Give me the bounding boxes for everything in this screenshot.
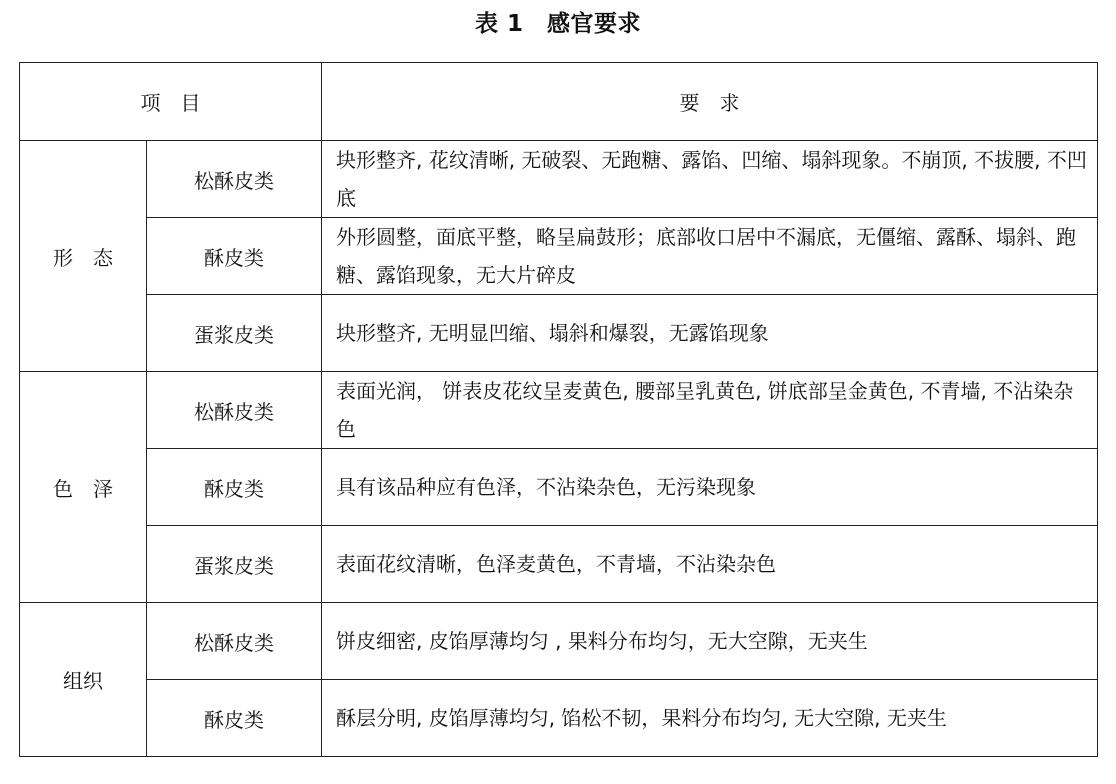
row-type: 酥皮类: [147, 218, 322, 295]
table-row: [20, 218, 1098, 295]
row-type: 蛋浆皮类: [147, 526, 322, 603]
row-requirement: 表面光润， 饼表皮花纹呈麦黄色, 腰部呈乳黄色, 饼底部呈金黄色, 不青墙, 不沾染杂色: [322, 372, 1098, 449]
row-requirement: 酥层分明, 皮馅厚薄均匀, 馅松不韧，果料分布均匀, 无大空隙, 无夹生: [322, 680, 1098, 757]
table-row: [20, 141, 1098, 218]
table-row: [20, 295, 1098, 372]
row-requirement: 块形整齐, 无明显凹缩、塌斜和爆裂，无露馅现象: [322, 295, 1098, 372]
table-row: [20, 372, 1098, 449]
table-row: [20, 526, 1098, 603]
table-header-row: [20, 63, 1098, 141]
group-label-texture: 组织: [20, 603, 147, 757]
row-requirement: 饼皮细密, 皮馅厚薄均匀 , 果料分布均匀，无大空隙，无夹生: [322, 603, 1098, 680]
table-row: [20, 449, 1098, 526]
row-type: 酥皮类: [147, 680, 322, 757]
row-requirement: 块形整齐, 花纹清晰, 无破裂、无跑糖、露馅、凹缩、塌斜现象。不崩顶, 不拔腰, 不凹底: [322, 141, 1098, 218]
row-type: 松酥皮类: [147, 372, 322, 449]
row-type: 蛋浆皮类: [147, 295, 322, 372]
row-type: 松酥皮类: [147, 141, 322, 218]
row-type: 酥皮类: [147, 449, 322, 526]
group-label-color: 色 泽: [20, 372, 147, 603]
table-caption: 表 1 感官要求: [474, 11, 641, 37]
sensory-requirements-table: [19, 62, 1098, 757]
row-requirement: 具有该品种应有色泽，不沾染杂色，无污染现象: [322, 449, 1098, 526]
row-requirement: 表面花纹清晰，色泽麦黄色，不青墙，不沾染杂色: [322, 526, 1098, 603]
table-row: [20, 680, 1098, 757]
header-requirement: 要 求: [322, 63, 1098, 141]
table-row: [20, 603, 1098, 680]
group-label-shape: 形 态: [20, 141, 147, 372]
row-type: 松酥皮类: [147, 603, 322, 680]
row-requirement: 外形圆整，面底平整，略呈扁鼓形；底部收口居中不漏底，无僵缩、露酥、塌斜、跑糖、露馅现象，无大片碎皮: [322, 218, 1098, 295]
header-item: 项 目: [20, 63, 322, 141]
